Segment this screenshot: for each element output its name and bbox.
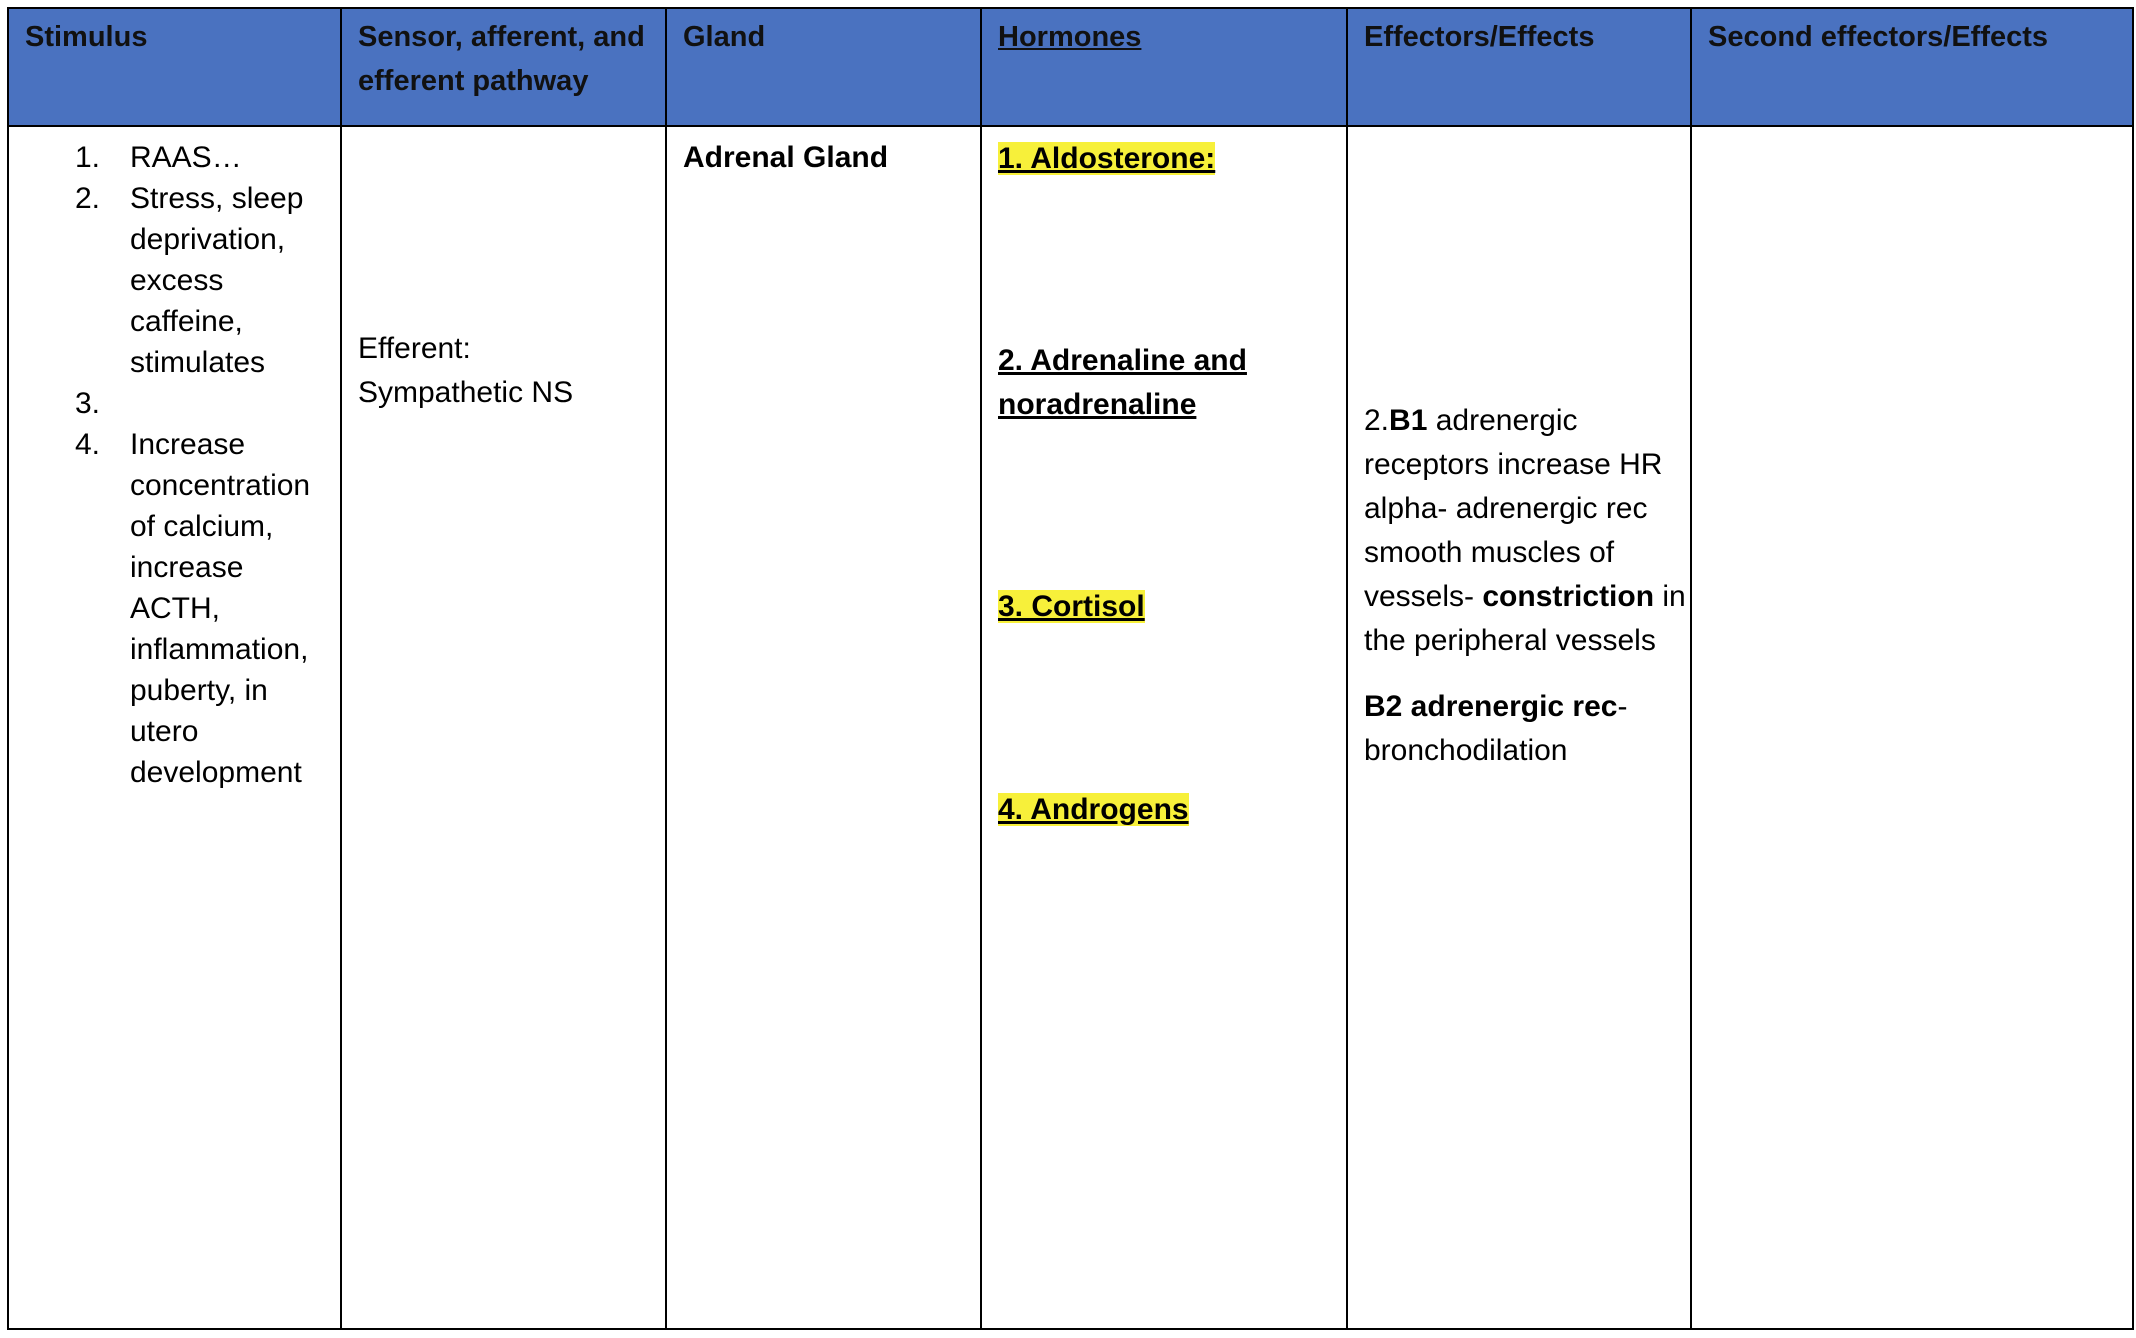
list-number: 3. <box>75 387 101 420</box>
list-text: Increase concentration of calcium, increase ACTH, inflammation, puberty, in utero development <box>130 428 311 789</box>
list-item <box>75 383 340 424</box>
list-item <box>75 137 340 178</box>
effectors-text <box>1364 399 1690 773</box>
effect-b1-label: B1 <box>1389 404 1428 437</box>
effect-prefix: 2. <box>1364 404 1390 437</box>
cell-sensor[interactable] <box>341 126 666 1329</box>
sensor-line-efferent: Efferent: <box>358 332 471 365</box>
cell-hormones[interactable] <box>981 126 1347 1329</box>
list-number: 1. <box>75 141 101 174</box>
effect-constriction: constriction <box>1482 580 1655 613</box>
hormone-adrenaline: 2. Adrenaline and noradrenaline <box>998 344 1247 421</box>
header-hormones-label: Hormones <box>998 21 1142 53</box>
highlight: 4. Androgens <box>998 793 1189 826</box>
list-text: RAAS… <box>130 141 242 174</box>
header-stimulus[interactable]: Stimulus <box>8 8 341 126</box>
effect-b2-label: B2 adrenergic rec <box>1364 690 1618 723</box>
stimulus-list <box>9 137 340 793</box>
highlight: 1. Aldosterone: <box>998 142 1216 175</box>
header-second-effectors[interactable]: Second effectors/Effects <box>1691 8 2133 126</box>
physiology-table <box>7 7 2134 1330</box>
highlight: 3. Cortisol <box>998 590 1145 623</box>
sensor-line-pathway: Sympathetic NS <box>358 376 574 409</box>
list-item <box>75 178 340 383</box>
cell-effectors[interactable] <box>1347 126 1691 1329</box>
effect-b1-text-end: in the peripheral vessels <box>1364 580 1686 657</box>
list-number: 4. <box>75 428 101 461</box>
effect-b1-text: adrenergic receptors increase HR alpha- adrenergic rec smooth muscles of vessels- <box>1364 404 1663 613</box>
cell-gland[interactable] <box>666 126 981 1329</box>
list-item <box>75 424 340 793</box>
header-gland[interactable]: Gland <box>666 8 981 126</box>
header-hormones[interactable] <box>981 8 1347 126</box>
sensor-text <box>358 327 665 415</box>
header-sensor[interactable]: Sensor, afferent, and efferent pathway <box>341 8 666 126</box>
cell-second-effectors[interactable] <box>1691 126 2133 1329</box>
content-row <box>8 126 2133 1329</box>
hormone-aldosterone <box>998 137 1346 181</box>
effect-b2-text: - bronchodilation <box>1364 690 1628 767</box>
gland-name: Adrenal Gland <box>683 141 889 174</box>
list-number: 2. <box>75 182 101 215</box>
header-effectors[interactable]: Effectors/Effects <box>1347 8 1691 126</box>
list-text: Stress, sleep deprivation, excess caffeine, stimulates <box>130 182 304 379</box>
header-row <box>8 8 2133 126</box>
cell-stimulus[interactable] <box>8 126 341 1329</box>
effect-b1-paragraph <box>1364 399 1690 663</box>
hormone-androgens <box>998 788 1346 832</box>
effect-b2-paragraph <box>1364 685 1690 773</box>
hormone-cortisol <box>998 585 1346 629</box>
